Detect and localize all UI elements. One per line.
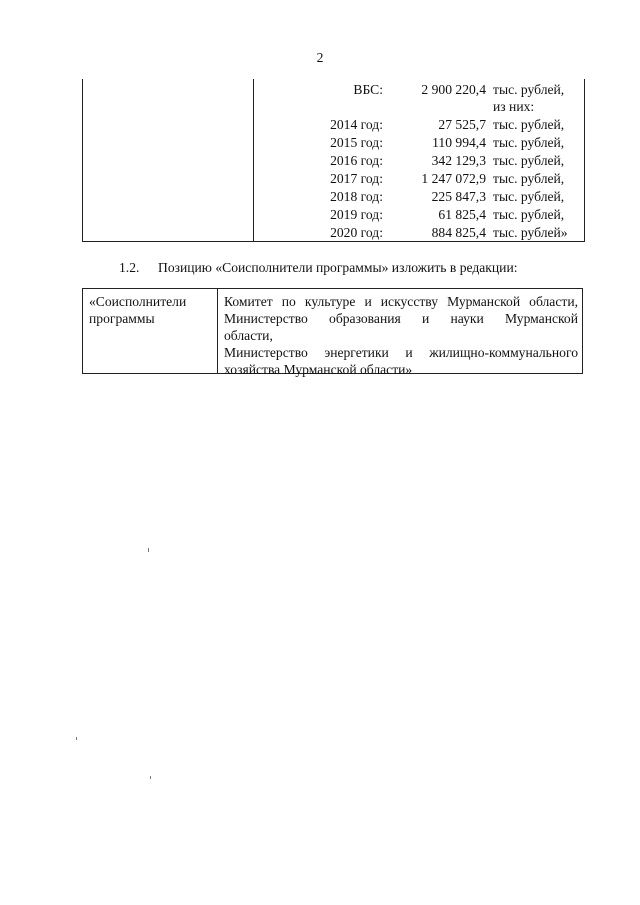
coexecutors-label-line: «Соисполнители — [89, 294, 187, 309]
financing-year-row — [83, 188, 584, 205]
year-label: 2020 год: — [330, 225, 383, 240]
year-value: 27 525,7 — [438, 117, 486, 132]
year-value: 61 825,4 — [438, 207, 486, 222]
financing-year-row — [83, 116, 584, 133]
year-value: 342 129,3 — [431, 153, 486, 168]
year-unit: тыс. рублей, — [493, 153, 565, 168]
year-value: 1 247 072,9 — [421, 171, 486, 186]
paragraph-number: 1.2. — [119, 260, 140, 275]
year-unit: тыс. рублей, — [493, 117, 565, 132]
coexecutor-line: хозяйства Мурманской области» — [224, 362, 413, 377]
coexecutor-line: Министерство образования и науки Мурманской — [224, 311, 578, 326]
financing-year-row — [83, 134, 584, 151]
year-unit: тыс. рублей, — [493, 135, 565, 150]
coexecutor-line: области, — [224, 328, 273, 343]
financing-total-value: 2 900 220,4 — [421, 82, 486, 97]
year-label: 2015 год: — [330, 135, 383, 150]
year-unit: тыс. рублей, — [493, 171, 565, 186]
year-label: 2018 год: — [330, 189, 383, 204]
year-label: 2014 год: — [330, 117, 383, 132]
financing-year-row — [83, 152, 584, 169]
year-label: 2017 год: — [330, 171, 383, 186]
coexecutor-line: Министерство энергетики и жилищно-коммунального — [224, 345, 578, 360]
amendment-paragraph — [119, 260, 518, 276]
financing-year-row — [83, 224, 584, 241]
financing-total-label: ВБС: — [353, 82, 383, 97]
year-label: 2019 год: — [330, 207, 383, 222]
coexecutors-label — [89, 293, 213, 327]
year-value: 884 825,4 — [431, 225, 486, 240]
page-number: 2 — [316, 50, 324, 65]
year-unit: тыс. рублей» — [493, 225, 568, 240]
financing-year-row — [83, 206, 584, 223]
financing-of-which: из них: — [493, 99, 535, 114]
coexecutors-list — [224, 293, 578, 378]
financing-year-row — [83, 170, 584, 187]
year-unit: тыс. рублей, — [493, 207, 565, 222]
coexecutors-table — [82, 288, 583, 377]
financing-of-which-row — [83, 98, 584, 115]
year-value: 110 994,4 — [432, 135, 486, 150]
year-value: 225 847,3 — [431, 189, 486, 204]
column-divider — [217, 289, 218, 373]
financing-total-row — [83, 81, 584, 98]
scan-speck — [148, 548, 149, 552]
coexecutor-line: Комитет по культуре и искусству Мурманской области, — [224, 294, 578, 309]
financing-total-unit: тыс. рублей, — [493, 82, 565, 97]
financing-table — [82, 79, 585, 242]
scan-speck — [76, 737, 77, 740]
scan-speck — [150, 776, 151, 779]
coexecutors-label-line: программы — [89, 311, 155, 326]
year-unit: тыс. рублей, — [493, 189, 565, 204]
year-label: 2016 год: — [330, 153, 383, 168]
paragraph-text: Позицию «Соисполнители программы» изложить в редакции: — [158, 260, 518, 275]
